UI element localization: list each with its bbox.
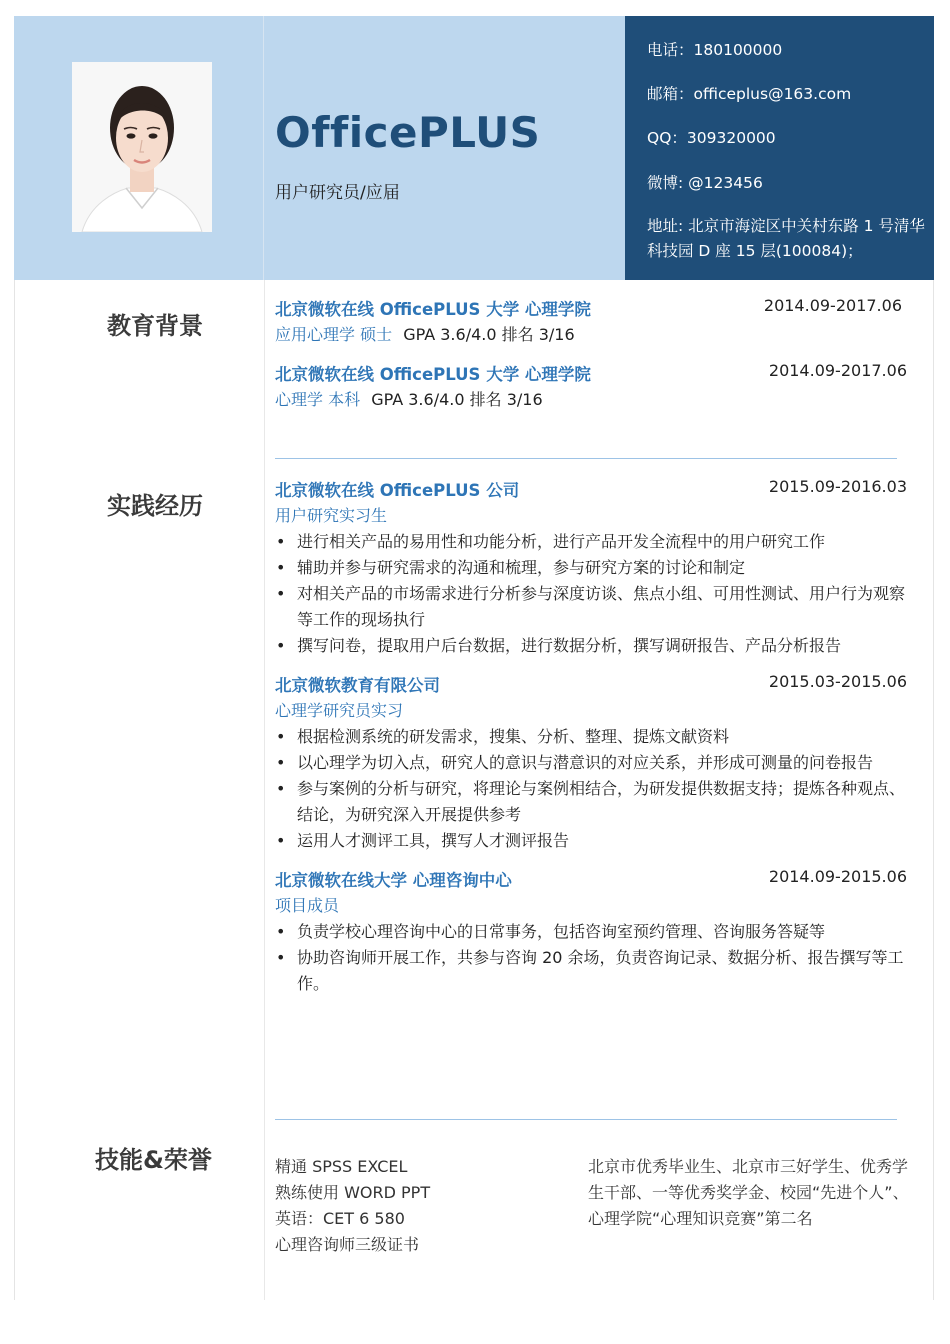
portrait-icon bbox=[72, 62, 212, 232]
experience-position: 项目成员 bbox=[275, 896, 340, 915]
experience-entry bbox=[275, 672, 907, 854]
experience-date: 2014.09-2015.06 bbox=[768, 867, 907, 886]
education-date: 2014.09-2017.06 bbox=[763, 296, 902, 315]
section-divider bbox=[275, 1119, 897, 1120]
list-item: • 协助咨询师开展工作，共参与咨询 20 余场，负责咨询记录、数据分析、报告撰写等工作。 bbox=[275, 945, 907, 997]
list-item: • 根据检测系统的研发需求，搜集、分析、整理、提炼文献资料 bbox=[275, 724, 907, 750]
skill-item: 心理咨询师三级证书 bbox=[275, 1235, 420, 1254]
list-item: • 进行相关产品的易用性和功能分析，进行产品开发全流程中的用户研究工作 bbox=[275, 529, 907, 555]
experience-bullets bbox=[275, 529, 907, 659]
experience-title: 实践经历 bbox=[107, 492, 203, 520]
experience-entry bbox=[275, 867, 907, 997]
list-item: • 对相关产品的市场需求进行分析参与深度访谈、焦点小组、可用性测试、用户行为观察等工作的现场执行 bbox=[275, 581, 907, 633]
photo-column bbox=[14, 16, 264, 280]
education-gpa: GPA 3.6/4.0 排名 3/16 bbox=[403, 325, 575, 344]
experience-company: 北京微软在线 OfficePLUS 公司 bbox=[275, 481, 520, 500]
education-gpa: GPA 3.6/4.0 排名 3/16 bbox=[371, 390, 543, 409]
education-major: 应用心理学 硕士 bbox=[275, 325, 393, 344]
experience-date: 2015.09-2016.03 bbox=[768, 477, 907, 496]
address-line: 地址: 北京市海淀区中关村东路 1 号清华科技园 D 座 15 层(100084)； bbox=[647, 217, 925, 260]
right-border bbox=[933, 280, 934, 1300]
phone-line: 电话：180100000 bbox=[647, 41, 783, 59]
weibo-line: 微博: @123456 bbox=[647, 174, 763, 192]
education-school: 北京微软在线 OfficePLUS 大学 心理学院 bbox=[275, 300, 591, 319]
education-date: 2014.09-2017.06 bbox=[768, 361, 907, 380]
header-band bbox=[14, 16, 934, 280]
left-border bbox=[14, 280, 15, 1300]
experience-company: 北京微软教育有限公司 bbox=[275, 676, 440, 695]
target-role: 用户研究员/应届 bbox=[275, 183, 400, 203]
experience-section bbox=[275, 477, 907, 997]
experience-position: 心理学研究员实习 bbox=[275, 701, 404, 720]
education-entry bbox=[275, 361, 907, 413]
education-major: 心理学 本科 bbox=[275, 390, 361, 409]
education-school: 北京微软在线 OfficePLUS 大学 心理学院 bbox=[275, 365, 591, 384]
list-item: • 负责学校心理咨询中心的日常事务，包括咨询室预约管理、咨询服务答疑等 bbox=[275, 919, 907, 945]
education-title: 教育背景 bbox=[107, 312, 203, 340]
email-line: 邮箱：officeplus@163.com bbox=[647, 85, 852, 103]
list-item: • 辅助并参与研究需求的沟通和梳理，参与研究方案的讨论和制定 bbox=[275, 555, 907, 581]
experience-bullets bbox=[275, 724, 907, 854]
list-item: • 撰写问卷，提取用户后台数据，进行数据分析，撰写调研报告、产品分析报告 bbox=[275, 633, 907, 659]
skill-item: 英语：CET 6 580 bbox=[275, 1209, 405, 1228]
education-entry bbox=[275, 296, 907, 348]
list-item: • 运用人才测评工具，撰写人才测评报告 bbox=[275, 828, 907, 854]
qq-line: QQ：309320000 bbox=[647, 129, 776, 147]
experience-position: 用户研究实习生 bbox=[275, 506, 388, 525]
skills-title: 技能&荣誉 bbox=[95, 1146, 212, 1174]
education-section bbox=[275, 296, 907, 413]
experience-entry bbox=[275, 477, 907, 659]
skills-list bbox=[275, 1154, 430, 1258]
resume-page bbox=[14, 16, 934, 1300]
portrait-photo bbox=[72, 62, 212, 232]
list-item: • 以心理学为切入点，研究人的意识与潜意识的对应关系，并形成可测量的问卷报告 bbox=[275, 750, 907, 776]
skill-item: 熟练使用 WORD PPT bbox=[275, 1183, 431, 1202]
experience-company: 北京微软在线大学 心理咨询中心 bbox=[275, 871, 512, 890]
column-divider bbox=[264, 280, 265, 1300]
skill-item: 精通 SPSS EXCEL bbox=[275, 1157, 408, 1176]
honors-text: 北京市优秀毕业生、北京市三好学生、优秀学生干部、一等优秀奖学金、校园“先进个人”、心理学院“心理知识竞赛”第二名 bbox=[588, 1157, 909, 1228]
list-item: • 参与案例的分析与研究，将理论与案例相结合，为研发提供数据支持；提炼各种观点、结论，为研究深入开展提供参考 bbox=[275, 776, 907, 828]
contact-panel bbox=[625, 16, 934, 280]
experience-date: 2015.03-2015.06 bbox=[768, 672, 907, 691]
applicant-name: OfficePLUS bbox=[275, 108, 541, 157]
experience-bullets bbox=[275, 919, 907, 997]
section-divider bbox=[275, 458, 897, 459]
